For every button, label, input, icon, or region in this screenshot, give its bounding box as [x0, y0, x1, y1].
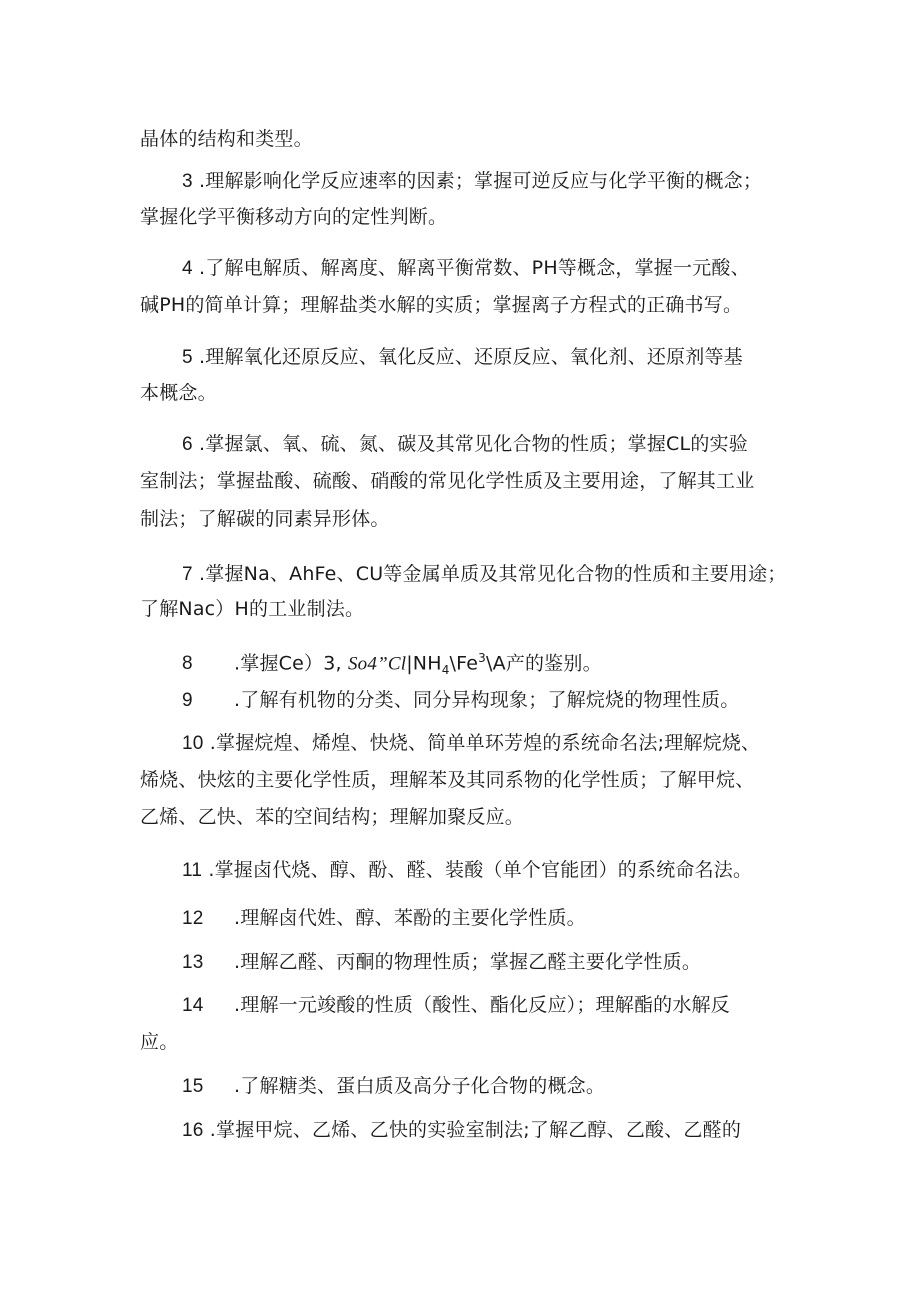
- item-11-number: 11: [182, 860, 203, 881]
- item-6-line-2: 室制法；掌握盐酸、硫酸、硝酸的常见化学性质及主要用途，了解其工业: [140, 470, 755, 492]
- item-16-number: 16: [182, 1120, 204, 1141]
- item-7-number: 7: [182, 564, 193, 585]
- item-6-line-3: 制法；了解碳的同素异形体。: [140, 508, 390, 530]
- item-13-number: 13: [182, 952, 204, 973]
- item-4-line-1: 4 .了解电解质、解离度、解离平衡常数、PH等概念，掌握一元酸、: [182, 257, 750, 279]
- intro-line-1: 晶体的结构和类型。: [140, 128, 313, 150]
- item-12-number: 12: [182, 908, 204, 929]
- item-7-line-1: 7 .掌握Na、AhFe、CU等金属单质及其常见化合物的性质和主要用途；: [182, 563, 787, 585]
- item-15-line-1: 15 .了解糖类、蛋白质及高分子化合物的概念。: [182, 1075, 606, 1097]
- item-5-line-2: 本概念。: [140, 382, 217, 404]
- item-10-line-2: 烯烧、快炫的主要化学性质，理解苯及其同系物的化学性质；了解甲烷、: [140, 769, 755, 791]
- item-14-line-1: 14 .理解一元竣酸的性质（酸性、酯化反应）；理解酯的水解反: [182, 994, 730, 1016]
- item-13-line-1: 13 .理解乙醛、丙酮的物理性质；掌握乙醛主要化学性质。: [182, 951, 702, 973]
- item-4-number: 4: [182, 258, 193, 279]
- item-10-line-3: 乙烯、乙快、苯的空间结构；理解加聚反应。: [140, 806, 525, 828]
- item-3-line-2: 掌握化学平衡移动方向的定性判断。: [140, 206, 448, 228]
- item-8-line-1: 8 .掌握Ce）3, $So4”Cl|NH_4\backslash Fe^3\backslash A$产的鉴别。: [182, 651, 602, 678]
- item-3-line-1: 3 .理解影响化学反应速率的因素；掌握可逆反应与化学平衡的概念；: [182, 170, 763, 192]
- item-9-number: 9: [182, 690, 193, 711]
- item-10-number: 10: [182, 733, 204, 754]
- item-5-number: 5: [182, 347, 193, 368]
- item-9-line-1: 9 .了解有机物的分类、同分异构现象；了解烷烧的物理性质。: [182, 689, 740, 711]
- item-4-line-2: 碱PH的简单计算；理解盐类水解的实质；掌握离子方程式的正确书写。: [140, 294, 743, 316]
- item-6-number: 6: [182, 434, 193, 455]
- item-3-number: 3: [182, 171, 193, 192]
- item-15-number: 15: [182, 1076, 204, 1097]
- item-14-number: 14: [182, 995, 204, 1016]
- item-6-line-1: 6 .掌握氯、氧、硫、氮、碳及其常见化合物的性质；掌握CL的实验: [182, 433, 748, 455]
- item-8-number: 8: [182, 653, 193, 675]
- item-16-line-1: 16 .掌握甲烷、乙烯、乙快的实验室制法;了解乙醇、乙酸、乙醛的: [182, 1119, 742, 1141]
- item-11-line-1: 11 .掌握卤代烧、醇、酚、醛、装酸（单个官能团）的系统命名法。: [182, 859, 753, 881]
- item-10-line-1: 10 .掌握烷煌、烯煌、快烧、简单单环芳煌的系统命名法;理解烷烧、: [182, 732, 761, 754]
- item-7-line-2: 了解Nac）H的工业制法。: [140, 598, 365, 620]
- item-12-line-1: 12 .理解卤代姓、醇、苯酚的主要化学性质。: [182, 907, 586, 929]
- item-14-line-2: 应。: [140, 1031, 179, 1053]
- item-5-line-1: 5 .理解氧化还原反应、氧化反应、还原反应、氧化剂、还原剂等基: [182, 346, 743, 368]
